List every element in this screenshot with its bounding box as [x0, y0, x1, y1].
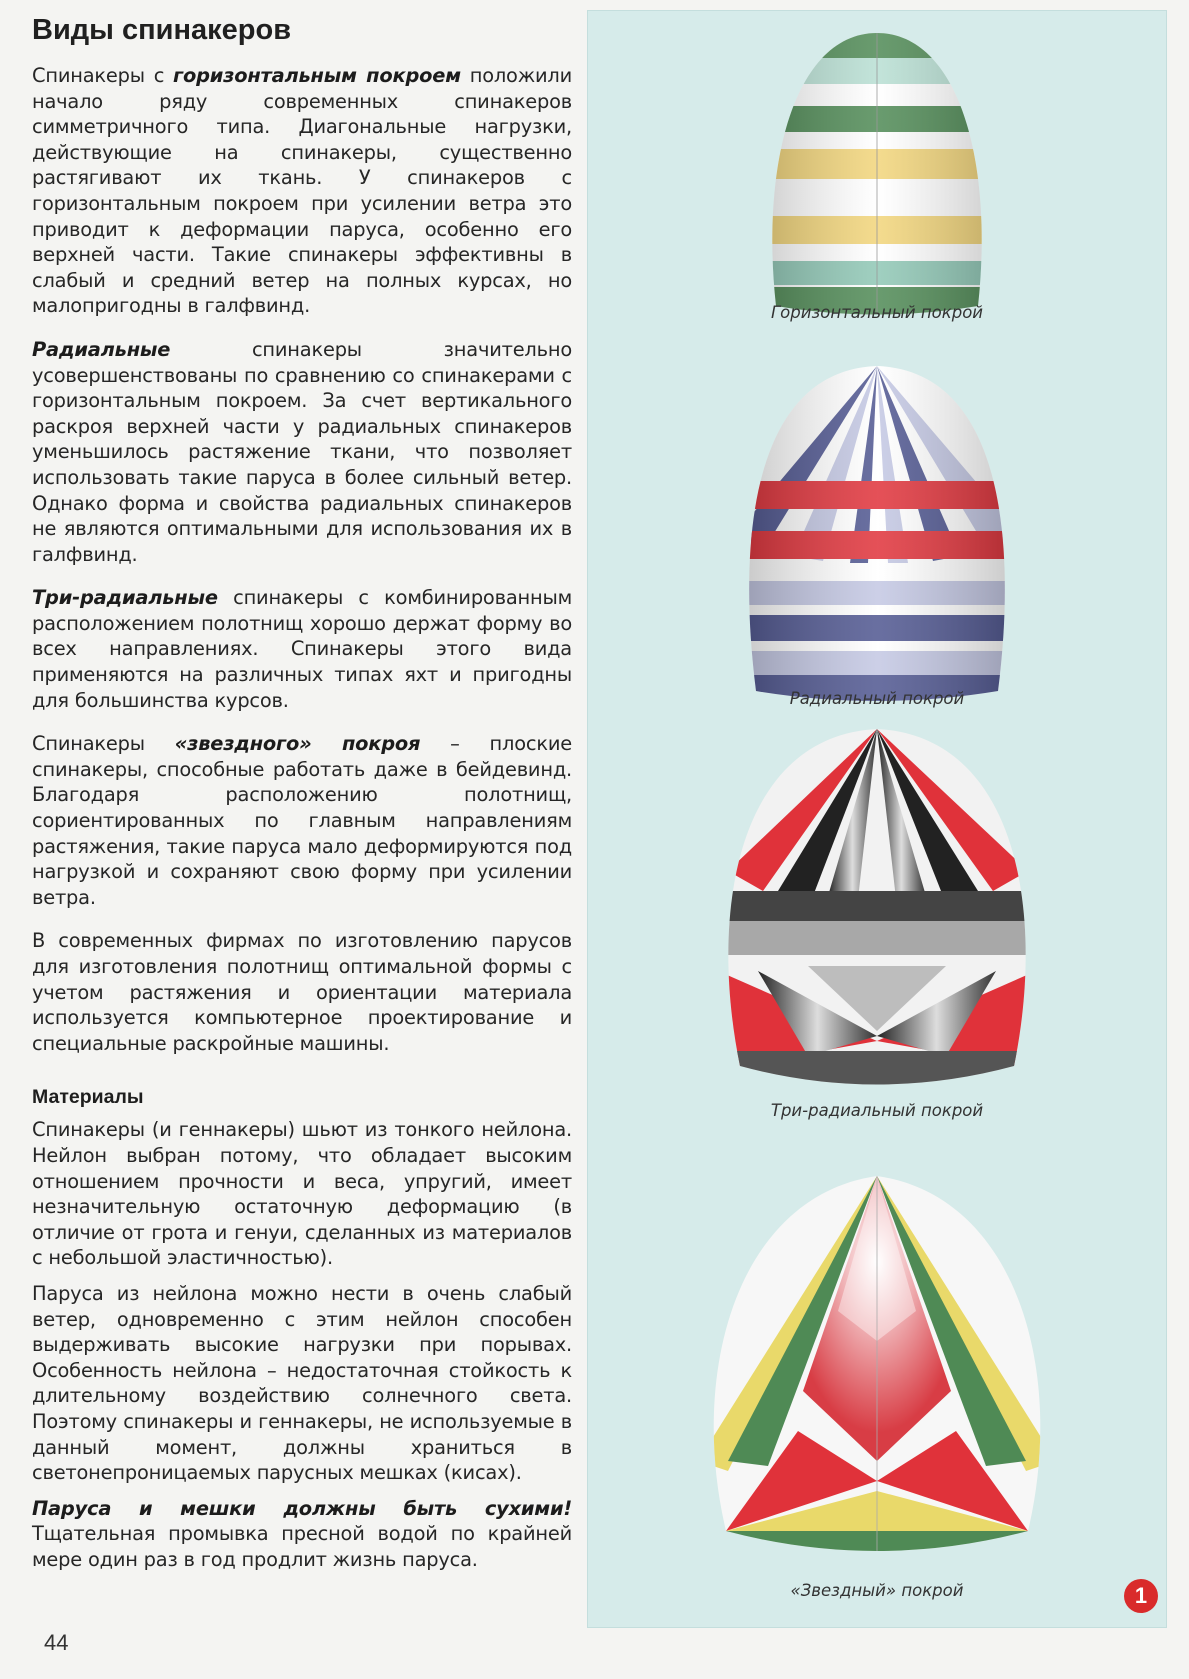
paragraph-storage: Паруса из нейлона можно нести в очень слабый ветер, одновременно с этим нейлон способен выдерживать высокие нагрузки при порывах. Особенность нейлона – недостаточная стойкость к длительному воздействию солнечного света. Поэтому спинакеры и геннакеры, не используемые в данный момент, должны храниться в светонепроницаемых парусных мешках (кисах). [32, 1281, 572, 1485]
caption-star: «Звездный» покрой [790, 1581, 964, 1600]
spinnaker-illustrations [588, 11, 1166, 1627]
star-spinnaker [678, 1161, 1078, 1581]
emphasis-term: Паруса и мешки должны быть сухими! [32, 1496, 572, 1520]
paragraph-horizontal [32, 63, 572, 319]
paragraph-radial [32, 337, 572, 567]
paragraph-text: спинакеры с комбинированным расположением полотнищ хорошо держат форму во всех направлениях. Спинакеры этого вида применяются на различных типах яхт и пригодны для большинства курсов. [32, 586, 572, 712]
radial-spinnaker [728, 351, 1028, 721]
emphasis-term: Радиальные [32, 337, 171, 361]
horizontal-spinnaker [738, 11, 1018, 331]
paragraph-care [32, 1496, 572, 1573]
emphasis-term: горизонтальным покроем [173, 64, 461, 87]
paragraph-triradial [32, 585, 572, 713]
paragraph-nylon: Спинакеры (и геннакеры) шьют из тонкого нейлона. Нейлон выбран потому, что обладает высоким отношением прочности и веса, упругий, имеет незначительную остаточную деформацию (в отличие от грота и генуи, сделанных из материалов с небольшой эластичностью). [32, 1118, 572, 1270]
caption-horizontal: Горизонтальный покрой [770, 303, 984, 322]
paragraph-text: спинакеры значительно усовершенствованы по сравнению со спинакерами с горизонтальным покроем. За счет вертикального раскроя верхней части у радиальных спинакеров уменьшилось растяжение ткани, что позволяет использовать такие паруса в более сильный ветер. Однако форма и свойства радиальных спинакеров не являются оптимальными для использования их в галфвинд. [32, 337, 572, 566]
paragraph-text: Спинакеры с [32, 64, 174, 87]
caption-radial: Радиальный покрой [789, 689, 965, 708]
emphasis-term: «звездного» покроя [174, 732, 421, 756]
section-heading-materials: Материалы [32, 1086, 144, 1109]
paragraph-star [32, 731, 572, 910]
page-title: Виды спинакеров [32, 14, 292, 46]
page-number: 44 [44, 1630, 69, 1655]
triradial-spinnaker [698, 711, 1058, 1111]
paragraph-text: Тщательная промывка пресной водой по крайней мере один раз в год продлит жизнь паруса. [32, 1522, 572, 1571]
figure-panel [587, 10, 1167, 1628]
figure-number-badge: 1 [1124, 1579, 1158, 1613]
emphasis-term: Три-радиальные [32, 586, 218, 610]
paragraph-text: Спинакеры [32, 732, 175, 756]
paragraph-text: положили начало ряду современных спинакеров симметричного типа. Диагональные нагрузки, действующие на спинакеры, существенно растягивают их ткань. У спинакеров с горизонтальным покроем при усилении ветра это приводит к деформации паруса, особенно его верхней части. Такие спинакеры эффективны в слабый и средний ветер на полных курсах, но малопригодны в галфвинд. [32, 64, 572, 318]
article-text [32, 8, 572, 1590]
paragraph-manufacturing: В современных фирмах по изготовлению парусов для изготовления полотнищ оптимальной формы с учетом растяжения и ориентации материала используется компьютерное проектирование и специальные раскройные машины. [32, 929, 572, 1055]
caption-triradial: Три-радиальный покрой [770, 1101, 984, 1120]
paragraph-text: – плоские спинакеры, способные работать даже в бейдевинд. Благодаря расположению полотнищ, сориентированных по главным направлениям растяжения, такие паруса мало деформируются под нагрузкой и сохраняют свою форму при усилении ветра. [32, 732, 572, 909]
